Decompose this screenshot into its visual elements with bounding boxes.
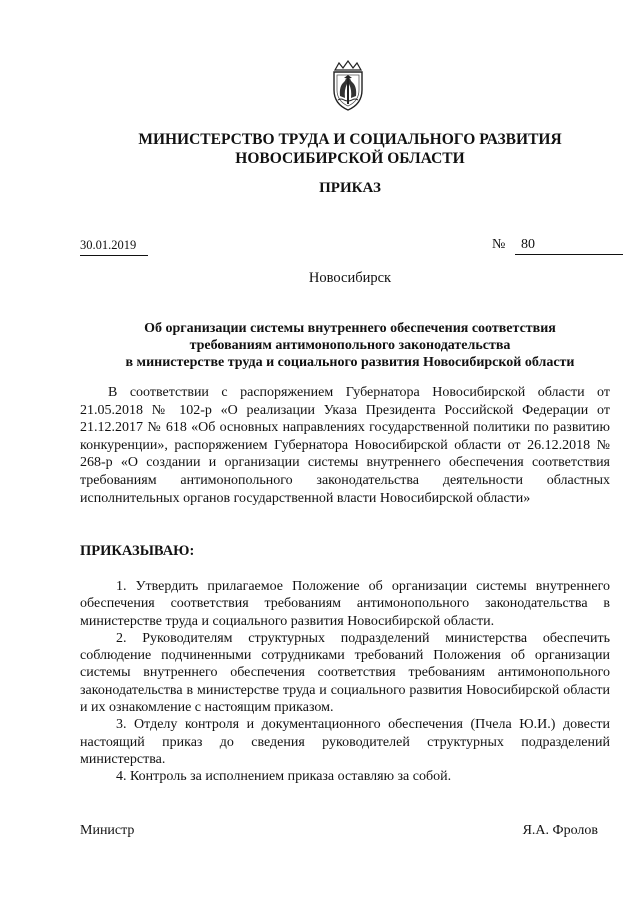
order-items (80, 578, 610, 786)
ministry-name-line2: НОВОСИБИРСКОЙ ОБЛАСТИ (235, 150, 465, 167)
order-item-4: 4. Контроль за исполнением приказа оставляю за собой. (116, 769, 452, 785)
document-subject (80, 320, 620, 371)
subject-line1: Об организации системы внутреннего обеспечения соответствия (144, 321, 556, 336)
document-number: 80 (515, 237, 623, 255)
signatory-name: Я.А. Фролов (522, 823, 598, 838)
subject-line2: требованиям антимонопольного законодательства (189, 338, 511, 353)
order-item-2: 2. Руководителям структурных подразделений министерства обеспечить соблюдение подчиненными сотрудниками требований Положения об организации системы внутреннего обеспечения соответствия требованиям антимонопольного законодательства в министерстве труда и социального развития Новосибирской области и их ознакомление с настоящим приказом. (80, 630, 610, 716)
order-keyword: ПРИКАЗЫВАЮ: (80, 543, 195, 559)
ministry-name-line1: МИНИСТЕРСТВО ТРУДА И СОЦИАЛЬНОГО РАЗВИТИЯ (138, 131, 562, 148)
novosibirsk-coat-of-arms-icon (327, 60, 369, 112)
document-date: 30.01.2019 (80, 238, 148, 256)
order-item-3: 3. Отделу контроля и документационного обеспечения (Пчела Ю.И.) довести настоящий приказ до сведения руководителей структурных подразделений министерства. (80, 717, 610, 767)
order-item-1: 1. Утвердить прилагаемое Положение об организации системы внутреннего обеспечения соответствия требованиям антимонопольного законодательства в министерстве труда и социального развития Новосибирской области. (80, 579, 610, 629)
preamble-paragraph: В соответствии с распоряжением Губернатора Новосибирской области от 21.05.2018 № 102-р «О реализации Указа Президента Российской Федерации от 21.12.2017 № 618 «Об основных направлениях государственной политики по развитию конкуренции», распоряжением Губернатора Новосибирской области от 26.12.2018 № 268-р «О создании и организации системы внутреннего обеспечения соответствия требованиям антимонопольного законодательства деятельности областных исполнительных органов государственной власти Новосибирской области» (80, 385, 610, 506)
signatory-title: Министр (80, 823, 135, 838)
document-type: ПРИКАЗ (319, 180, 381, 196)
ministry-name (60, 130, 640, 168)
document-city: Новосибирск (308, 270, 392, 286)
number-sign: № (492, 237, 506, 252)
subject-line3: в министерстве труда и социального развития Новосибирской области (125, 355, 575, 370)
